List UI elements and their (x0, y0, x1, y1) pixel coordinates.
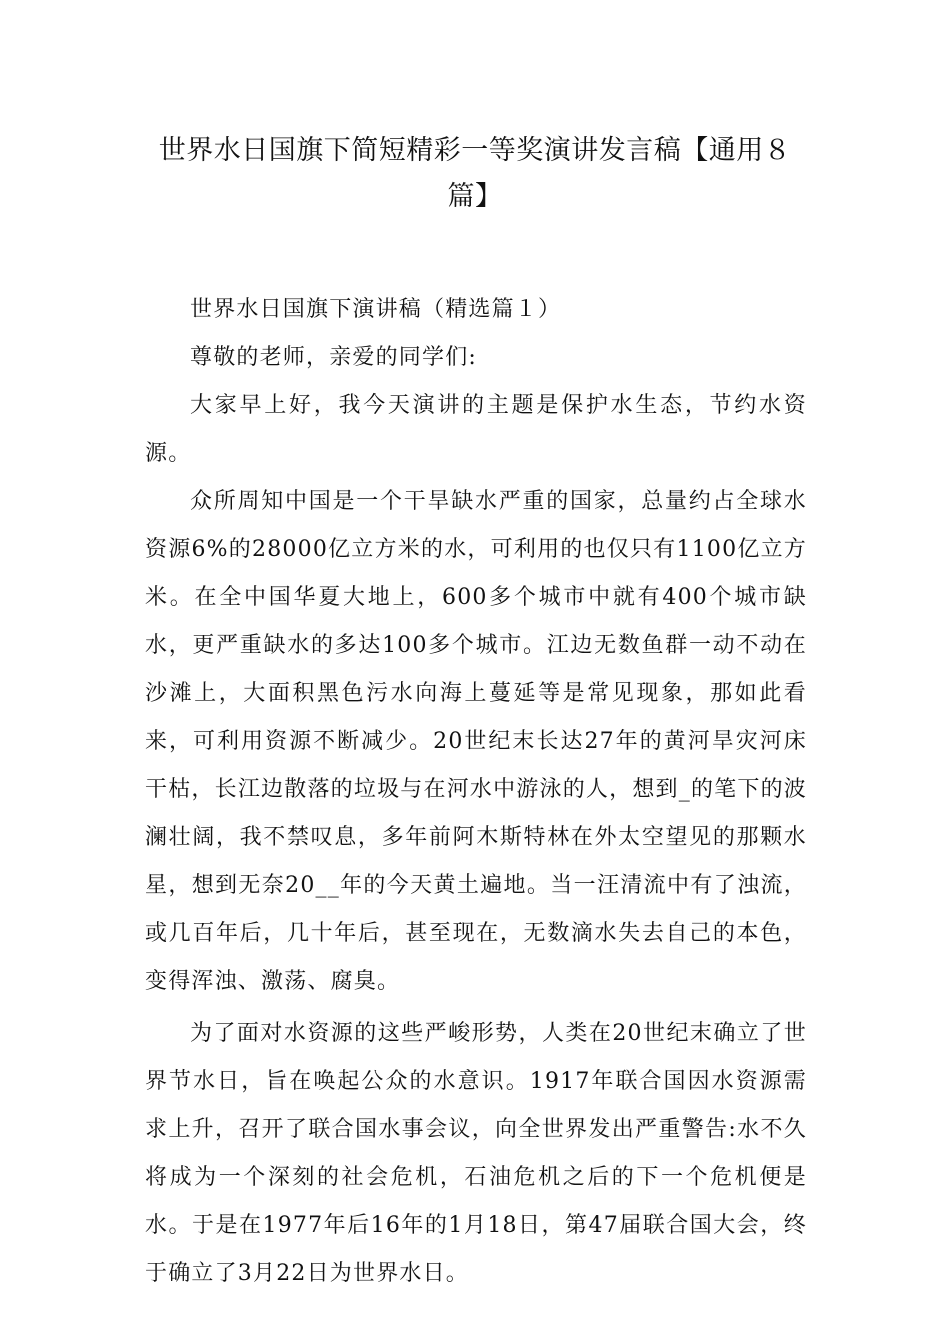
salutation: 尊敬的老师，亲爱的同学们: (190, 345, 478, 370)
paragraph-greeting: 大家早上好，我今天演讲的主题是保护水生态，节约水资源。 (145, 393, 807, 466)
paragraph-water-shortage: 众所周知中国是一个干旱缺水严重的国家，总量约占全球水资源6%的28000亿立方米的水，可利用的也仅只有1100亿立方米。在全中国华夏大地上，600多个城市中就有400个城市缺水，更严重缺水的多达100多个城市。江边无数鱼群一动不动在沙滩上，大面积黑色污水向海上蔓延等是常见现象，那如此看来，可利用资源不断减少。20世纪末长达27年的黄河旱灾河床干枯，长江边散落的垃圾与在河水中游泳的人，想到_的笔下的波澜壮阔，我不禁叹息，多年前阿木斯特林在外太空望见的那颗水星，想到无奈20__年的今天黄土遍地。当一汪清流中有了浊流，或几百年后，几十年后，甚至现在，无数滴水失去自己的本色，变得浑浊、激荡、腐臭。 (145, 489, 807, 994)
document-title: 世界水日国旗下简短精彩一等奖演讲发言稿【通用８篇】 (158, 135, 792, 212)
document-body (145, 286, 807, 1298)
paragraph-world-water-day: 为了面对水资源的这些严峻形势，人类在20世纪末确立了世界节水日，旨在唤起公众的水意识。1917年联合国因水资源需求上升，召开了联合国水事会议，向全世界发出严重警告:水不久将成为一个深刻的社会危机，石油危机之后的下一个危机便是水。于是在1977年后16年的1月18日，第47届联合国大会，终于确立了3月22日为世界水日。 (145, 1021, 807, 1286)
section-heading: 世界水日国旗下演讲稿（精选篇１） (190, 297, 562, 322)
